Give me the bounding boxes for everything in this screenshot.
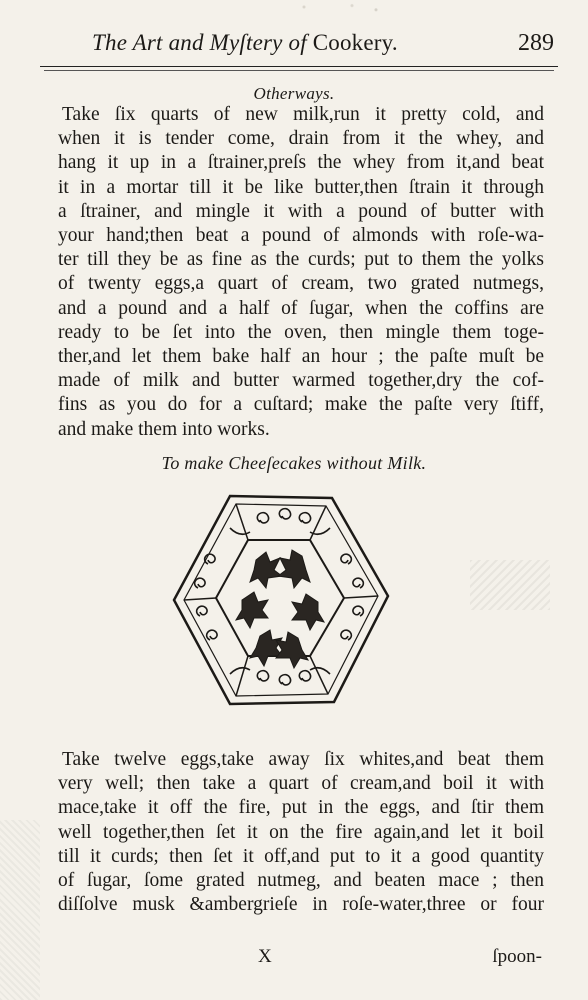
text-line: diſſolve musk &ambergrieſe in roſe-water,three or four [58,894,544,916]
text-line: made of milk and butter warmed together,dry the cof- [58,370,544,392]
running-header [40,28,560,70]
text-line: well together,then ſet it on the fire again,and let it boil [58,821,544,843]
text-line: it in a mortar till it be like butter,then ſtrain it through [58,176,544,198]
ornament-scrolls [195,509,364,685]
ornament-outer-hexagon [174,496,388,704]
print-speckle [470,560,550,610]
header-rule [40,66,558,67]
text-line: fins as you do for a cuſtard; make the paſte very ſtiff, [58,394,544,416]
text-line: Take ſix quarts of new milk,run it pretty cold, and [62,104,544,125]
text-line: Take twelve eggs,take away ſix whites,and beat them [62,749,544,770]
running-title [92,30,398,56]
text-line: your hand;then beat a pound of almonds with roſe-wa- [58,225,544,247]
text-line: ready to be ſet into the oven, then mingle them toge- [58,321,544,343]
ornament-radial-lines [184,504,378,696]
recipe-paragraph-otherways [58,103,544,442]
catchword: ſpoon- [492,946,542,967]
ornament-outer-hexagon-inner-line [184,504,378,696]
hexagonal-pastry-ornament [160,488,400,718]
text-line: hang it up in a ſtrainer,preſs the whey from it,and beat [58,152,544,174]
text-line: mace,take it off the fire, put in the eggs, and ſtir them [58,797,544,819]
text-line: very well; then take a quart of cream,and boil it with [58,773,544,795]
text-line: a ſtrainer, and mingle it with a pound of butter with [58,200,544,222]
text-line: of ſugar, ſome grated nutmeg, and beaten mace ; then [58,870,544,892]
text-line: and a pound and a half of ſugar, when the coffins are [58,297,544,319]
paper-texture [0,820,40,1000]
section-heading-otherways: Otherways. [253,84,335,103]
text-line: ter till they be as fine as the curds; put to them the yolks [58,249,544,271]
text-line: ther,and let them bake half an hour ; the paſte muſt be [58,346,544,368]
text-line: and make them into works. [58,418,270,440]
recipe-paragraph-cheesecakes [58,748,544,917]
running-title-italic: The Art and Myſtery of [92,30,307,55]
text-line: of twenty eggs,a quart of cream, two grated nutmegs, [58,273,544,295]
page-footer [58,946,544,972]
ornament-leaf-motifs [236,550,324,668]
running-title-roman: Cookery. [312,30,398,55]
print-speckle [280,0,400,14]
signature-mark: X [258,946,272,967]
header-rule-secondary [44,70,554,71]
text-line: when it is tender come, drain from it the whey, and [58,128,544,150]
page-number: 289 [518,30,554,56]
section-heading-cheesecakes: To make Cheeſecakes without Milk. [161,453,427,473]
text-line: till it curds; then ſet it off,and put to it a good quantity [58,845,544,867]
